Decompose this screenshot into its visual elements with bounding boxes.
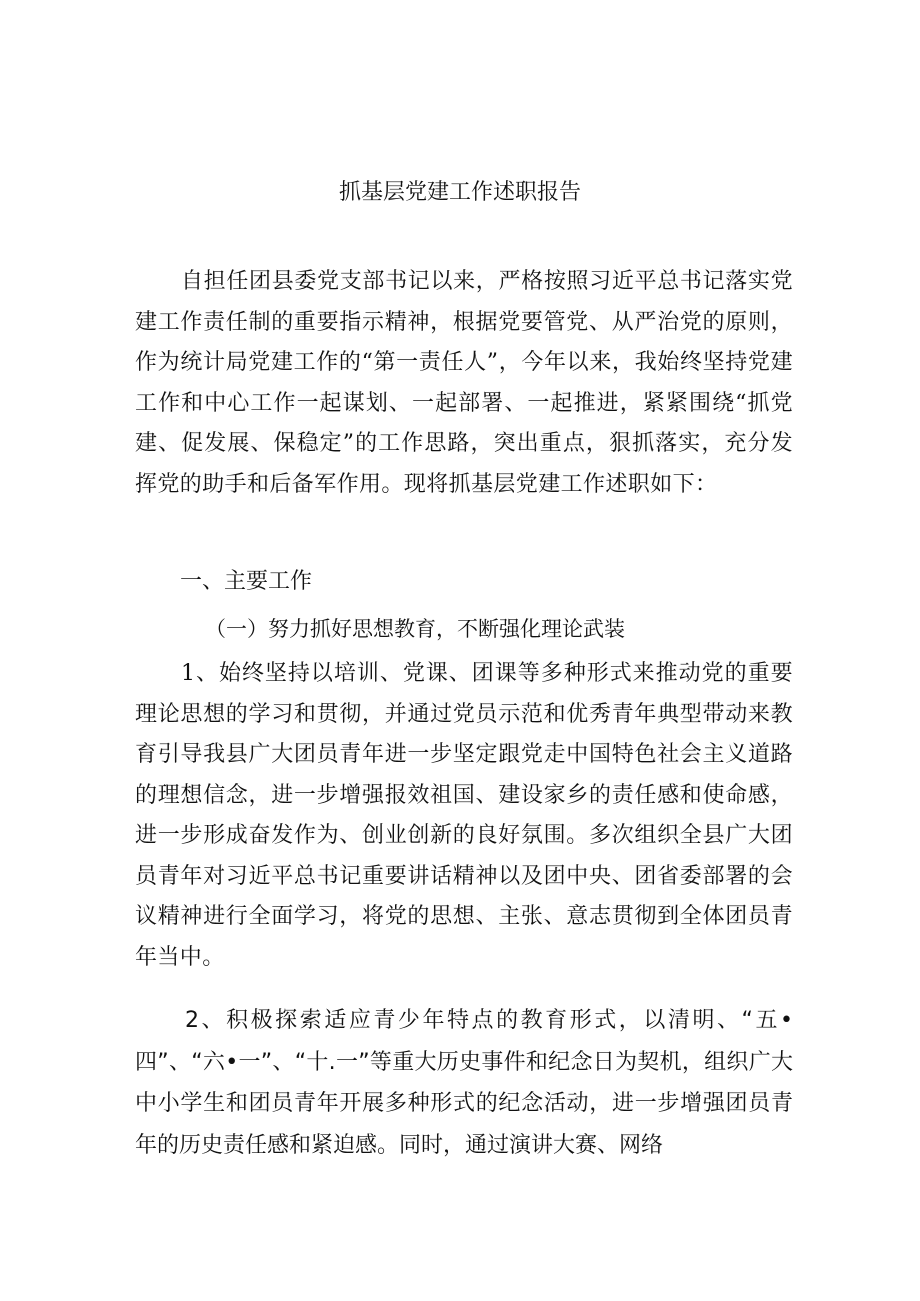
paragraph-item-2: 2、积极探索适应青少年特点的教育形式，以清明、“五•四”、“六•一”、“十.一”等重大历史事件和纪念日为契机，组织广大中小学生和团员青年开展多种形式的纪念活动，进一步增强团员青年的历史责任感和紧迫感。同时，通过演讲大赛、网络 <box>135 1008 793 1158</box>
intro-paragraph: 自担任团县委党支部书记以来，严格按照习近平总书记落实党建工作责任制的重要指示精神，根据党要管党、从严治党的原则，作为统计局党建工作的“第一责任人”，今年以来，我始终坚持党建工作和中心工作一起谋划、一起部署、一起推进，紧紧围绕“抓党建、促发展、保稳定”的工作思路，突出重点，狠抓落实，充分发挥党的助手和后备军作用。现将抓基层党建工作述职如下： <box>135 269 793 497</box>
subsection-heading-ideology: （一）努力抓好思想教育，不断强化理论武装 <box>205 617 625 641</box>
section-heading-main-work: 一、主要工作 <box>180 569 313 594</box>
paragraph-item-1: 1、始终坚持以培训、党课、团课等多种形式来推动党的重要理论思想的学习和贯彻，并通过党员示范和优秀青年典型带动来教育引导我县广大团员青年进一步坚定跟党走中国特色社会主义道路的理想信念，进一步增强报效祖国、建设家乡的责任感和使命感，进一步形成奋发作为、创业创新的良好氛围。多次组织全县广大团员青年对习近平总书记重要讲话精神以及团中央、团省委部署的会议精神进行全面学习，将党的思想、主张、意志贯彻到全体团员青年当中。 <box>135 661 793 970</box>
document-title: 抓基层党建工作述职报告 <box>338 180 581 205</box>
